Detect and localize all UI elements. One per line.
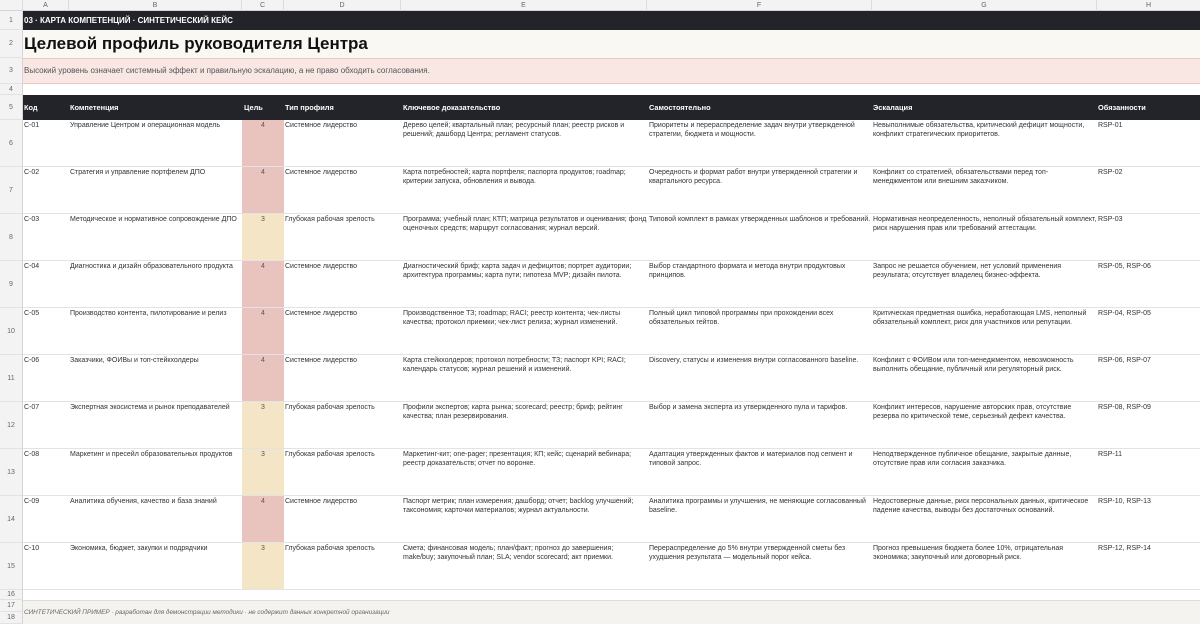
header-profile[interactable]: Тип профиля: [285, 103, 334, 112]
escalation-cell[interactable]: Запрос не решается обучением, нет условий применения результата; отсутствует владелец бизнес-эффекта.: [873, 263, 1062, 279]
column-header-c[interactable]: C: [242, 0, 284, 11]
header-escalation[interactable]: Эскалация: [873, 103, 913, 112]
column-header-f[interactable]: F: [647, 0, 872, 11]
duties-cell[interactable]: RSP-01: [1098, 122, 1123, 129]
row-header-16[interactable]: 16: [0, 590, 23, 600]
code-cell[interactable]: C-02: [24, 169, 40, 176]
row-header-4[interactable]: 4: [0, 84, 23, 95]
row-header-6[interactable]: 6: [0, 120, 23, 167]
escalation-cell[interactable]: Прогноз превышения бюджета более 10%, отрицательная экономика; закупочный или договорный риск.: [873, 545, 1064, 561]
table-row: [23, 261, 1200, 308]
column-header-d[interactable]: D: [284, 0, 401, 11]
table-row: [23, 449, 1200, 496]
table-row: [23, 543, 1200, 590]
target-level-cell[interactable]: 4: [242, 167, 284, 213]
evidence-cell[interactable]: Дерево целей; квартальный план; ресурсный план; реестр рисков и решений; дашборд Центра; регламент статусов.: [403, 122, 625, 138]
escalation-cell[interactable]: Конфликт интересов, нарушение авторских прав, отсутствие резерва по критической теме, серьезный дефект качества.: [873, 404, 1072, 420]
target-level-cell[interactable]: 3: [242, 449, 284, 495]
table-row: [23, 214, 1200, 261]
row-header-12[interactable]: 12: [0, 402, 23, 449]
title-row: [23, 30, 1200, 58]
row-header-18[interactable]: 18: [0, 612, 23, 624]
duties-cell[interactable]: RSP-05, RSP-06: [1098, 263, 1151, 270]
header-target[interactable]: Цель: [244, 103, 263, 112]
row-header-8[interactable]: 8: [0, 214, 23, 261]
row-header-9[interactable]: 9: [0, 261, 23, 308]
target-level-cell[interactable]: 4: [242, 496, 284, 542]
profile-cell[interactable]: Системное лидерство: [285, 357, 357, 364]
row-header-7[interactable]: 7: [0, 167, 23, 214]
duties-cell[interactable]: RSP-11: [1098, 451, 1122, 458]
target-level-cell[interactable]: 3: [242, 543, 284, 589]
row-header-11[interactable]: 11: [0, 355, 23, 402]
independent-cell[interactable]: Полный цикл типовой программы при прохождении всех обязательных гейтов.: [649, 310, 834, 326]
duties-cell[interactable]: RSP-12, RSP-14: [1098, 545, 1151, 552]
duties-cell[interactable]: RSP-10, RSP-13: [1098, 498, 1151, 505]
competency-cell[interactable]: Методическое и нормативное сопровождение ДПО: [70, 216, 237, 223]
competency-cell[interactable]: Маркетинг и пресейл образовательных продуктов: [70, 451, 233, 458]
duties-cell[interactable]: RSP-03: [1098, 216, 1123, 223]
table-row: [23, 120, 1200, 167]
row-header-10[interactable]: 10: [0, 308, 23, 355]
table-row: [23, 496, 1200, 543]
competency-cell[interactable]: Стратегия и управление портфелем ДПО: [70, 169, 206, 176]
column-header-h[interactable]: H: [1145, 2, 1152, 9]
duties-cell[interactable]: RSP-08, RSP-09: [1098, 404, 1151, 411]
select-all-corner[interactable]: [0, 0, 23, 11]
competency-cell[interactable]: Диагностика и дизайн образовательного продукта: [70, 263, 233, 270]
row-header-14[interactable]: 14: [0, 496, 23, 543]
column-header-e[interactable]: E: [401, 0, 647, 11]
code-cell[interactable]: C-03: [24, 216, 40, 223]
footer-note[interactable]: СИНТЕТИЧЕСКИЙ ПРИМЕР · разработан для демонстрации методики · не содержит данных конкретной организации: [23, 600, 1200, 624]
column-header-bar: [0, 0, 1200, 11]
column-header-g[interactable]: G: [872, 0, 1097, 11]
escalation-cell[interactable]: Конфликт с ФОИВом или топ-менеджментом, невозможность выполнить обещание, публичный или регуляторный риск.: [873, 357, 1074, 373]
header-evidence[interactable]: Ключевое доказательство: [403, 103, 501, 112]
target-level-cell[interactable]: 4: [242, 308, 284, 354]
header-code[interactable]: Код: [24, 103, 38, 112]
table-row: [23, 402, 1200, 449]
duties-cell[interactable]: RSP-02: [1098, 169, 1123, 176]
competency-cell[interactable]: Аналитика обучения, качество и база знаний: [70, 498, 217, 505]
independent-cell[interactable]: Перераспределение до 5% внутри утвержденной сметы без ухудшения результата — модельный порог кейса.: [649, 545, 846, 561]
code-cell[interactable]: C-09: [24, 498, 40, 505]
code-cell[interactable]: C-01: [24, 122, 40, 129]
code-cell[interactable]: C-05: [24, 310, 40, 317]
independent-cell[interactable]: Адаптация утвержденных фактов и материалов под сегмент и типовой запрос.: [649, 451, 853, 467]
escalation-cell[interactable]: Критическая предметная ошибка, неработающая LMS, неполный обязательный комплект, риск для участников или репутации.: [873, 310, 1087, 326]
row-header-1[interactable]: 1: [0, 11, 23, 30]
table-row: [23, 167, 1200, 214]
escalation-cell[interactable]: Нормативная неопределенность, неполный обязательный комплект, риск нарушения прав или требований аттестации.: [873, 216, 1097, 232]
table-row: [23, 355, 1200, 402]
evidence-cell[interactable]: Карта стейкхолдеров; протокол потребности; ТЗ; паспорт KPI; RACI; календарь статусов; журнал решений и изменений.: [403, 357, 626, 373]
profile-cell[interactable]: Глубокая рабочая зрелость: [285, 216, 375, 223]
competency-cell[interactable]: Управление Центром и операционная модель: [70, 122, 220, 129]
duties-cell[interactable]: RSP-06, RSP-07: [1098, 357, 1151, 364]
competency-cell[interactable]: Производство контента, пилотирование и релиз: [70, 310, 227, 317]
evidence-cell[interactable]: Профили экспертов; карта рынка; scorecard; реестр; бриф; рейтинг качества; план резервирования.: [403, 404, 623, 420]
competency-cell[interactable]: Заказчики, ФОИВы и топ-стейкхолдеры: [70, 357, 199, 364]
evidence-cell[interactable]: Смета; финансовая модель; план/факт; прогноз до завершения; make/buy; закупочный план; SLA; vendor scorecard; акт приемки.: [403, 545, 614, 561]
code-cell[interactable]: C-10: [24, 545, 40, 552]
profile-cell[interactable]: Глубокая рабочая зрелость: [285, 545, 375, 552]
independent-cell[interactable]: Выбор и замена эксперта из утвержденного пула и тарифов.: [649, 404, 848, 411]
profile-cell[interactable]: Системное лидерство: [285, 310, 357, 317]
escalation-cell[interactable]: Невыполнимые обязательства, критический дефицит мощности, конфликт стратегических приоритетов.: [873, 122, 1085, 138]
header-independent[interactable]: Самостоятельно: [649, 103, 711, 112]
profile-cell[interactable]: Системное лидерство: [285, 122, 357, 129]
competency-cell[interactable]: Экономика, бюджет, закупки и подрядчики: [70, 545, 208, 552]
independent-cell[interactable]: Discovery, статусы и изменения внутри согласованного baseline.: [649, 357, 859, 364]
target-level-cell[interactable]: 4: [242, 355, 284, 401]
independent-cell[interactable]: Выбор стандартного формата и метода внутри продуктовых принципов.: [649, 263, 846, 279]
independent-cell[interactable]: Аналитика программы и улучшения, не меняющие согласованный baseline.: [649, 498, 866, 514]
duties-cell[interactable]: RSP-04, RSP-05: [1098, 310, 1151, 317]
row-header-3[interactable]: 3: [0, 58, 23, 84]
evidence-cell[interactable]: Программа; учебный план; КТП; матрица результатов и оценивания; фонд оценочных средств; маршрут согласования; журнал версий.: [403, 216, 647, 232]
column-header-b[interactable]: B: [69, 0, 242, 11]
header-competency[interactable]: Компетенция: [70, 103, 119, 112]
profile-cell[interactable]: Системное лидерство: [285, 498, 357, 505]
code-cell[interactable]: C-04: [24, 263, 40, 270]
profile-cell[interactable]: Глубокая рабочая зрелость: [285, 404, 375, 411]
profile-cell[interactable]: Глубокая рабочая зрелость: [285, 451, 375, 458]
escalation-cell[interactable]: Недостоверные данные, риск персональных данных, критическое падение качества, выводы без достаточных оснований.: [873, 498, 1089, 514]
profile-cell[interactable]: Системное лидерство: [285, 263, 357, 270]
row-header-17[interactable]: 17: [0, 600, 23, 612]
independent-cell[interactable]: Приоритеты и перераспределение задач внутри утвержденной стратегии, бюджета и мощности.: [649, 122, 855, 138]
competency-cell[interactable]: Экспертная экосистема и рынок преподавателей: [70, 404, 230, 411]
note-banner[interactable]: Высокий уровень означает системный эффект и правильную эскалацию, а не право обходить согласования.: [23, 58, 1200, 84]
target-level-cell[interactable]: 4: [242, 120, 284, 166]
column-header-a[interactable]: A: [23, 0, 69, 11]
evidence-cell[interactable]: Производственное ТЗ; roadmap; RACI; реестр контента; чек-листы качества; протокол приемки; чек-лист релиза; журнал изменений.: [403, 310, 621, 326]
evidence-cell[interactable]: Диагностический бриф; карта задач и дефицитов; портрет аудитории; архитектура программы; карта пути; гипотеза MVP; дизайн пилота.: [403, 263, 632, 279]
table-header-row: [23, 95, 1200, 120]
page-title[interactable]: Целевой профиль руководителя Центра: [24, 34, 368, 53]
evidence-cell[interactable]: Карта потребностей; карта портфеля; паспорта продуктов; roadmap; критерии запуска, обновления и вывода.: [403, 169, 626, 185]
independent-cell[interactable]: Типовой комплект в рамках утвержденных шаблонов и требований.: [649, 216, 871, 223]
table-row: [23, 308, 1200, 355]
escalation-cell[interactable]: Конфликт со стратегией, обязательствами перед топ-менеджментом или внешним заказчиком.: [873, 169, 1049, 185]
row-header-2[interactable]: 2: [0, 30, 23, 58]
evidence-cell[interactable]: Паспорт метрик; план измерения; дашборд; отчет; backlog улучшений; таксономия; карточки материалов; журнал актуальности.: [403, 498, 634, 514]
profile-cell[interactable]: Системное лидерство: [285, 169, 357, 176]
header-duties[interactable]: Обязанности: [1098, 103, 1146, 112]
code-cell[interactable]: C-07: [24, 404, 40, 411]
target-level-cell[interactable]: 4: [242, 261, 284, 307]
row-header-5[interactable]: 5: [0, 95, 23, 120]
row-header-13[interactable]: 13: [0, 449, 23, 496]
target-level-cell[interactable]: 3: [242, 402, 284, 448]
code-cell[interactable]: C-06: [24, 357, 40, 364]
escalation-cell[interactable]: Неподтвержденное публичное обещание, закрытые данные, отсутствие прав или согласия заказчика.: [873, 451, 1072, 467]
independent-cell[interactable]: Очередность и формат работ внутри утвержденной стратегии и квартального ресурса.: [649, 169, 858, 185]
empty-row[interactable]: [23, 590, 1200, 600]
empty-row[interactable]: [23, 84, 1200, 95]
row-header-15[interactable]: 15: [0, 543, 23, 590]
code-cell[interactable]: C-08: [24, 451, 40, 458]
evidence-cell[interactable]: Маркетинг-кит; one-pager; презентация; КП; кейс; сценарий вебинара; реестр доказательств; отчет по воронке.: [403, 451, 632, 467]
target-level-cell[interactable]: 3: [242, 214, 284, 260]
sheet-header-bar[interactable]: 03 · КАРТА КОМПЕТЕНЦИЙ · СИНТЕТИЧЕСКИЙ КЕЙС: [23, 11, 1200, 30]
